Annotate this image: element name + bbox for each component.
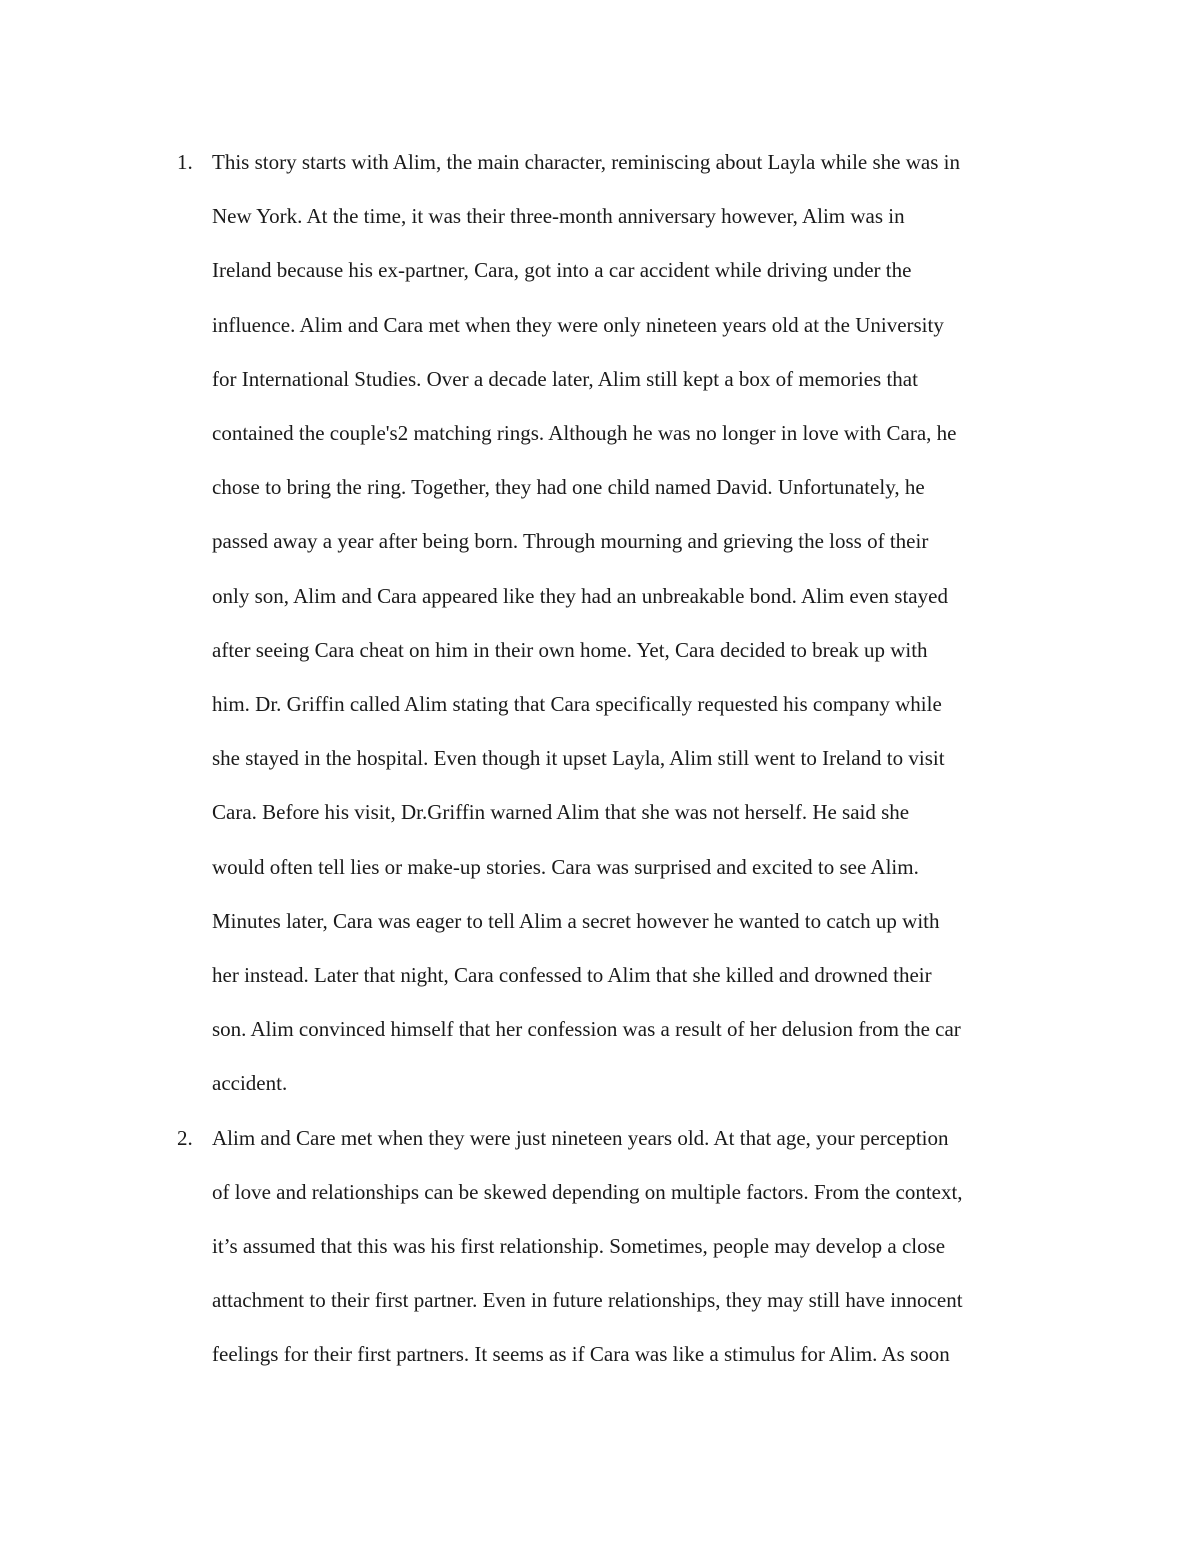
text-line: contained the couple's2 matching rings. Although he was no longer in love with Cara, he (212, 421, 957, 446)
text-line: Minutes later, Cara was eager to tell Alim a secret however he wanted to catch up with (212, 908, 940, 933)
text-line: her instead. Later that night, Cara confessed to Alim that she killed and drowned their (212, 963, 932, 988)
text-line: son. Alim convinced himself that her confession was a result of her delusion from the car (212, 1017, 961, 1042)
text-line: attachment to their first partner. Even in future relationships, they may still have innocent (212, 1288, 963, 1313)
text-line: it’s assumed that this was his first relationship. Sometimes, people may develop a close (212, 1234, 946, 1259)
numbered-list (0, 135, 1200, 1382)
text-line: Cara. Before his visit, Dr.Griffin warned Alim that she was not herself. He said she (212, 800, 910, 825)
text-line: would often tell lies or make-up stories. Cara was surprised and excited to see Alim. (212, 854, 919, 879)
text-line: accident. (212, 1071, 288, 1096)
text-line: Ireland because his ex-partner, Cara, got into a car accident while driving under the (212, 258, 912, 283)
text-line: New York. At the time, it was their three-month anniversary however, Alim was in (212, 204, 905, 229)
list-item-1 (0, 135, 1067, 1111)
text-line: This story starts with Alim, the main character, reminiscing about Layla while she was in (212, 150, 960, 174)
text-line: Alim and Care met when they were just nineteen years old. At that age, your perception (212, 1125, 949, 1150)
text-line: him. Dr. Griffin called Alim stating that Cara specifically requested his company while (212, 692, 942, 717)
list-item-number: 2. (177, 1125, 193, 1150)
text-line: only son, Alim and Cara appeared like they had an unbreakable bond. Alim even stayed (212, 583, 948, 608)
text-line: chose to bring the ring. Together, they had one child named David. Unfortunately, he (212, 475, 925, 500)
text-line: after seeing Cara cheat on him in their own home. Yet, Cara decided to break up with (212, 637, 928, 662)
text-line: feelings for their first partners. It seems as if Cara was like a stimulus for Alim. As soon (212, 1342, 950, 1367)
text-line: she stayed in the hospital. Even though it upset Layla, Alim still went to Ireland to visit (212, 746, 945, 771)
text-line: passed away a year after being born. Through mourning and grieving the loss of their (212, 529, 929, 554)
text-line: influence. Alim and Cara met when they were only nineteen years old at the University (212, 312, 944, 337)
text-line: for International Studies. Over a decade later, Alim still kept a box of memories that (212, 366, 918, 391)
list-item-number: 1. (177, 150, 193, 174)
text-line: of love and relationships can be skewed depending on multiple factors. From the context, (212, 1179, 963, 1204)
list-item-2 (0, 1111, 1067, 1382)
